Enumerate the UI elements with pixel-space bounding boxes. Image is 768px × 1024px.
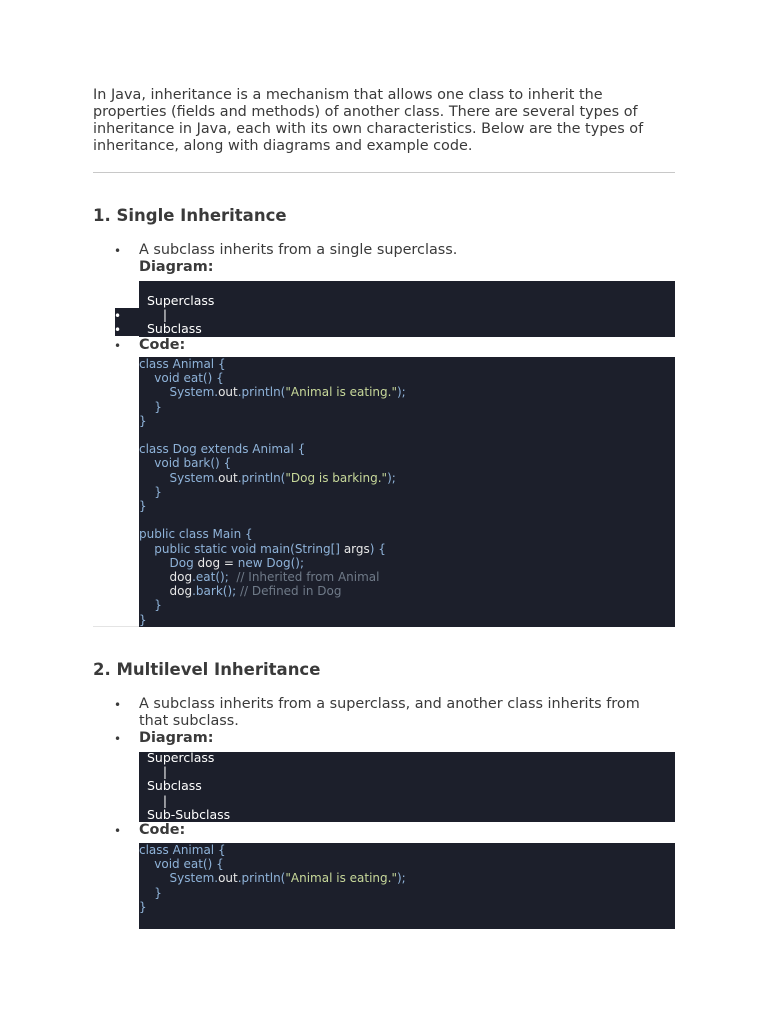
- code-line: class Animal {: [139, 843, 226, 857]
- bullet-text-multilevel: A subclass inherits from a superclass, and another class inherits from that subclass.: [139, 696, 640, 729]
- code-line: dog.eat(); // Inherited from Animal: [139, 570, 380, 585]
- section-heading-multilevel: 2. Multilevel Inheritance: [93, 660, 321, 679]
- code-line: public class Main {: [139, 527, 253, 542]
- bullet-dot: •: [114, 309, 122, 323]
- code-label-multilevel: Code:: [139, 822, 186, 838]
- code-block-single: [139, 357, 675, 627]
- code-line: }: [139, 885, 162, 900]
- diagram-line: |: [147, 792, 168, 808]
- bullet-dot: •: [114, 698, 122, 712]
- diagram-line: |: [147, 764, 168, 780]
- code-line: class Animal {: [139, 357, 226, 371]
- diagram-multilevel: [139, 752, 675, 822]
- thin-divider: [93, 626, 139, 627]
- code-line: System.out.println("Dog is barking.");: [139, 470, 396, 485]
- bullet-dot: •: [114, 323, 122, 337]
- diagram-line: Superclass: [147, 752, 215, 765]
- intro-paragraph: In Java, inheritance is a mechanism that allows one class to inherit the properties (fields and methods) of another class. There are several types of inheritance in Java, each with its own characteristics. Below are the types of inheritance, along with diagrams and example code.: [93, 87, 644, 154]
- diagram-line: Sub-Subclass: [147, 806, 231, 822]
- diagram-line: Subclass: [147, 778, 202, 794]
- code-line: }: [139, 598, 162, 613]
- code-line: System.out.println("Animal is eating.");: [139, 385, 406, 400]
- diagram-label-single: Diagram:: [139, 259, 214, 275]
- bullet-text-single: A subclass inherits from a single superclass.: [139, 242, 458, 258]
- code-line: Dog dog = new Dog();: [139, 555, 305, 570]
- code-line: [139, 513, 675, 527]
- horizontal-divider: [93, 172, 675, 173]
- code-line: }: [139, 413, 147, 428]
- code-line: public static void main(String[] args) {: [139, 541, 386, 556]
- code-single: [139, 357, 675, 627]
- code-line: }: [139, 899, 147, 914]
- code-line: }: [139, 499, 147, 514]
- code-line: void bark() {: [139, 456, 232, 471]
- diagram-box-multilevel: [139, 752, 675, 822]
- section-heading-single: 1. Single Inheritance: [93, 206, 287, 225]
- code-line: dog.bark(); // Defined in Dog: [139, 584, 342, 599]
- code-line: }: [139, 399, 162, 414]
- code-line: System.out.println("Animal is eating.");: [139, 871, 406, 886]
- code-line: }: [139, 484, 162, 499]
- code-line: void eat() {: [139, 371, 224, 386]
- bullet-dot: •: [114, 732, 122, 746]
- code-line: class Dog extends Animal {: [139, 442, 306, 457]
- diagram-box-single: [139, 281, 675, 337]
- diagram-line: |: [147, 307, 168, 323]
- code-multilevel: [139, 843, 675, 914]
- bullet-dot: •: [114, 824, 122, 838]
- code-line: void eat() {: [139, 857, 224, 872]
- bullet-dot: •: [114, 339, 122, 353]
- bullet-dot: •: [114, 244, 122, 258]
- code-line: }: [139, 612, 147, 627]
- diagram-label-multilevel: Diagram:: [139, 730, 214, 746]
- code-block-multilevel: [139, 843, 675, 929]
- code-line: [139, 428, 675, 442]
- diagram-line: Superclass: [147, 293, 215, 308]
- diagram-line: Subclass: [147, 321, 202, 337]
- diagram-single: [139, 281, 675, 337]
- code-label-single: Code:: [139, 337, 186, 353]
